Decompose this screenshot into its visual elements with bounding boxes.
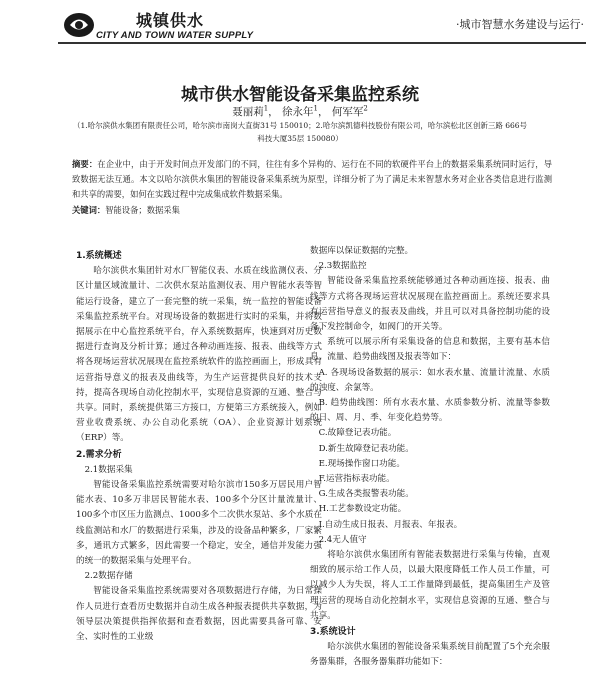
- logo-subtitle: CITY AND TOWN WATER SUPPLY: [96, 30, 254, 41]
- paragraph: 数据库以保证数据的完整。: [310, 246, 414, 256]
- paragraph: 哈尔滨供水集团的智能设备采集系统目前配置了5个充余服务器集群，各服务器集群功能如下：: [310, 642, 550, 668]
- list-item: C.故障登记表功能。: [318, 428, 397, 439]
- author-separator: ，: [317, 106, 329, 118]
- subsection-heading: 2.4无人值守: [318, 534, 367, 545]
- author-list: [0, 104, 600, 119]
- keywords-text: 智能设备；数据采集: [105, 205, 180, 215]
- left-column: [76, 248, 322, 645]
- section-heading: 2.需求分析: [76, 449, 122, 460]
- keywords: [72, 204, 552, 216]
- author-name: 徐永年: [282, 106, 314, 118]
- author-affiliation-mark: 1: [313, 104, 318, 113]
- right-column: [310, 244, 550, 671]
- paragraph: 系统可以展示所有采集设备的信息和数据，主要有基本信息、流量、趋势曲线图及报表等如下：: [310, 337, 550, 363]
- list-item: E.现场操作窗口功能。: [318, 458, 405, 469]
- author-affiliation-mark: 2: [363, 104, 368, 113]
- subsection-heading: 2.3数据监控: [318, 261, 367, 272]
- paragraph: 哈尔滨供水集团针对水厂智能仪表、水质在线监测仪表、分区计量区域流量计、二次供水泵站监测仪表、用户智能水表等智能运行设备，建立了一套完整的统一采集，统一监控的智能设备采集监控系统平台。对现场设备的数据进行实时的采集，并将数据展示在中心监控系统平台，存入系统数据库，快速到对历史数据进行查询及分析计算；通过各种动画连接、报表、曲线等方式将各现场运营状况展现在监控系统软件的监控画面上，形成具有运营指导意义的报表及曲线等，为生产运营提供良好的技术支持，提高各现场自动化控制水平，实现信息资源的互通、整合与共享。同时，系统提供第三方接口，方便第三方系统接入，例如营业收费系统、办公自动化系统（OA）、企业资源计划系统（ERP）等。: [76, 266, 322, 444]
- paragraph: 智能设备采集监控系统需要对哈尔滨市150多万居民用户智能水表、10多万非居民智能水表、100多个分区计量流量计、100多个市区压力监测点、1000多个二次供水泵站、多个水质在线监测站和水厂的数据进行采集，涉及的设备品种繁多，厂家繁多，通讯方式繁多，因此需要一个稳定，安全，通信并发能力强的统一的数据采集与处理平台。: [76, 480, 322, 567]
- list-item: F.运营指标表功能。: [318, 474, 395, 485]
- abstract-label: 摘要：: [72, 159, 98, 169]
- affiliation: （1.哈尔滨供水集团有限责任公司，哈尔滨市南岗大直街31号 150010；2.哈尔滨凯德科技股份有限公司，哈尔滨松北区创新三路 666号科技大厦35层 150080）: [72, 121, 528, 143]
- paragraph: 将哈尔滨供水集团所有智能表数据进行采集与传输，直观细致的展示给工作人员，以最大限度降低工作人员工作量，可以减少人为失误，将人工工作量降到最低，提高集团生产及管理运营的现场自动化控制水平，实现信息资源的互通、整合与共享。: [310, 550, 550, 621]
- list-item: D.新生故障登记表功能。: [318, 443, 414, 454]
- column-label: ·城市智慧水务建设与运行·: [456, 18, 584, 31]
- header-divider: [58, 42, 586, 44]
- author-name: 何军军: [331, 106, 364, 118]
- paragraph: 智能设备采集监控系统需要对各项数据进行存储，为日常操作人员进行查看历史数据并自动生成各种报表提供共享数据，为领导层决策提供指挥依据和查看数据，因此需要具备可靠、安全、实时性的工业级: [76, 586, 322, 643]
- journal-logo: [62, 6, 252, 42]
- list-item: G.生成各类报警表功能。: [318, 489, 414, 500]
- paper-title: 城市供水智能设备采集监控系统: [181, 85, 419, 105]
- water-drop-logo-icon: [62, 10, 96, 40]
- subsection-heading: 2.1数据采集: [84, 464, 133, 475]
- abstract: [72, 157, 552, 202]
- keywords-label: 关键词：: [72, 205, 106, 215]
- logo-title: 城镇供水: [136, 11, 205, 30]
- list-item: H.工艺参数设定功能。: [318, 504, 407, 515]
- subsection-heading: 2.2数据存储: [84, 571, 133, 582]
- list-item: A. 各现场设备数据的展示：如水表水量、流量计流量、水质的浊度、余氯等。: [310, 367, 550, 393]
- author-affiliation-mark: 1: [263, 104, 269, 113]
- author-separator: ，: [268, 106, 279, 118]
- paragraph: 智能设备采集监控系统能够通过各种动画连接、报表、曲线等方式将各现场运营状况展现在监控画面上。系统还要求具有运营指导意义的报表及曲线，并且可以对具备控制功能的设备下发控制命令，如阀门的开关等。: [310, 276, 550, 333]
- abstract-text: 在企业中，由于开发时间点开发部门的不同，往往有多个异构的、运行在不同的软硬件平台上的数据采集系统同时运行，导致数据无法互通。本文以哈尔滨供水集团的智能设备采集系统为原型，详细分析了为了满足未来智慧水务对企业各类信息进行监测和共享的需要，如何在实践过程中完成集成软件数据采集。: [72, 159, 552, 199]
- section-heading: 1.系统概述: [76, 251, 122, 261]
- author-name: 聂丽莉: [232, 106, 264, 118]
- list-item: I.自动生成日报表、月报表、年报表。: [318, 519, 463, 530]
- section-heading: 3.系统设计: [310, 627, 356, 638]
- list-item: B. 趋势曲线图：所有水表水量、水质参数分析、流量等参数的日、周、月、季、年变化趋势等。: [310, 398, 550, 424]
